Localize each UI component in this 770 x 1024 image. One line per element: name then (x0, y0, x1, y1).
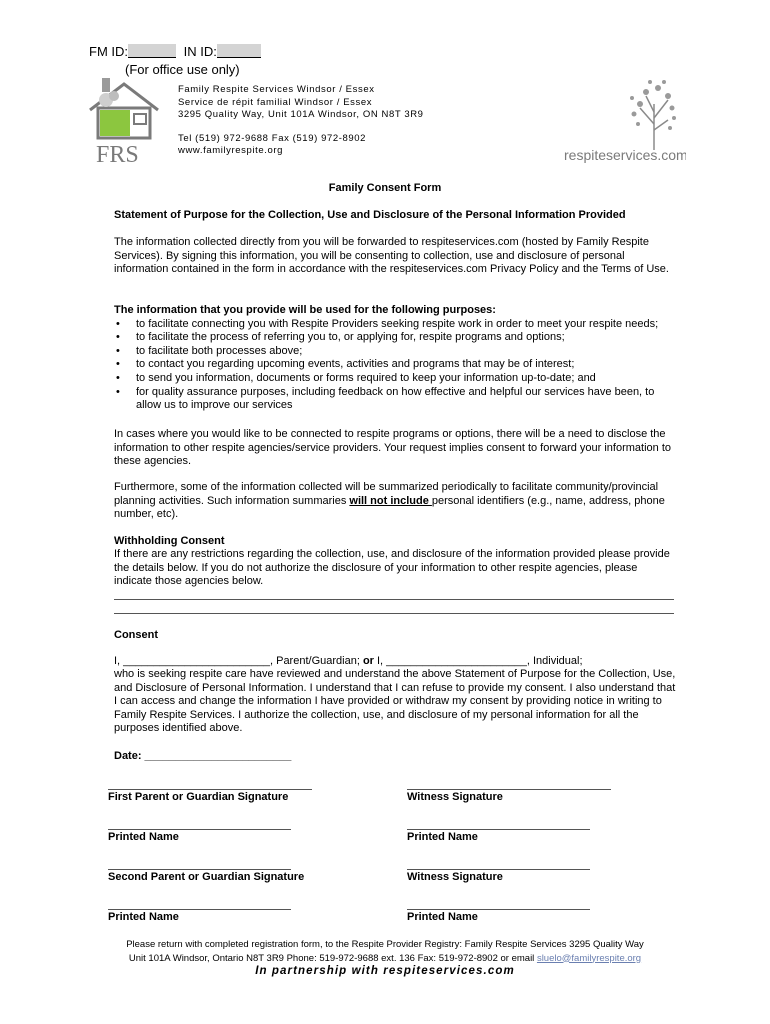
return-instructions-contact: Unit 101A Windsor, Ontario N8T 3R9 Phone: 519-972-9688 ext. 136 Fax: 519-972-8902 or email (128, 952, 537, 964)
witness-signature-label-1: Witness Signature (407, 791, 503, 803)
first-parent-signature-label: First Parent or Guardian Signature (108, 791, 289, 803)
list-item: • to facilitate connecting you with Respite Providers seeking respite work in order to meet your respite needs; (114, 318, 676, 332)
printed-name-label-1: Printed Name (108, 831, 179, 843)
printed-name-line-2[interactable] (407, 829, 590, 830)
partnership-tagline: In partnership with respiteservices.com (255, 965, 515, 977)
respiteservices-logo (562, 74, 686, 166)
form-title: Family Consent Form (328, 182, 442, 194)
witness-signature-line-2[interactable] (407, 869, 590, 870)
statement-heading: Statement of Purpose for the Collection, Use and Disclosure of the Personal Information Provided (114, 209, 626, 221)
fm-id-field[interactable] (128, 44, 176, 58)
withholding-line-1[interactable] (114, 599, 674, 600)
second-parent-signature-label: Second Parent or Guardian Signature (108, 871, 305, 883)
withholding-line-2[interactable] (114, 613, 674, 614)
consent-heading: Consent (114, 629, 158, 641)
consent-text: who is seeking respite care have reviewed and understand the above Statement of Purpose for the Collection, Use, and Disclosure of Personal Information. I understand that I can refuse to provide my consent. I also understand that I can access and change the information I have provided or withdraw my consent by providing notice in writing to Family Respite Services. I authorize the collection, use, and disclosure of my personal information for all the purposes identified above. (114, 668, 676, 735)
summary-text-before: Furthermore, some of the information collected will be summarized periodically to facilitate community/provincial planning activities. Such information summaries (114, 481, 659, 507)
in-id-label: IN ID: (183, 44, 217, 59)
purposes-section (114, 304, 676, 413)
connect-paragraph: In cases where you would like to be connected to respite programs or options, there will be a need to disclose the information to other respite agencies/service providers. Your request implies consent to forward your information to these agencies. (114, 428, 672, 468)
second-parent-signature-line[interactable] (108, 869, 291, 870)
office-use-note: (For office use only) (125, 62, 240, 77)
return-instructions (0, 938, 770, 965)
org-phone-fax: Tel (519) 972-9688 Fax (519) 972-8902 (178, 132, 367, 144)
return-instructions-line-1: Please return with completed registration form, to the Respite Provider Registry: Family Respite Services 3295 Quality Way (126, 939, 644, 950)
list-item: • to facilitate both processes above; (114, 345, 676, 359)
summary-emphasis: will not include (349, 494, 432, 507)
witness-signature-label-2: Witness Signature (407, 871, 503, 883)
withholding-heading: Withholding Consent (114, 535, 225, 547)
respiteservices-logo-text: respiteservices.com (564, 147, 686, 163)
witness-signature-line-1[interactable] (407, 789, 611, 790)
frs-logo-text: FRS (96, 142, 139, 166)
purposes-list (114, 318, 676, 413)
list-item: • to facilitate the process of referring you to, or applying for, respite programs and options; (114, 331, 676, 345)
printed-name-line-1[interactable] (108, 829, 291, 830)
frs-logo (84, 70, 166, 166)
first-parent-signature-line[interactable] (108, 789, 312, 790)
intro-paragraph: The information collected directly from you will be forwarded to respiteservices.com (hosted by Family Respite Services). By signing this information, you will be consenting to collection, use and disclosure of personal information contained in the form in accordance with the respiteservices.com Privacy Policy and the Terms of Use. (114, 236, 669, 276)
organization-address (178, 84, 424, 158)
office-id-fields (89, 44, 261, 59)
consent-parent-blank[interactable]: I, ________________________, Parent/Guardian; (114, 655, 363, 667)
printed-name-line-4[interactable] (407, 909, 590, 910)
fm-id-label: FM ID: (89, 44, 128, 59)
in-id-field[interactable] (217, 44, 261, 58)
org-website: www.familyrespite.org (178, 145, 283, 156)
summary-text-after: personal identifiers (e.g., name, address, phone number, etc). (114, 494, 665, 521)
list-item: • for quality assurance purposes, including feedback on how effective and helpful our services have been, to allow us to improve our services (114, 386, 676, 413)
consent-individual-blank[interactable]: I, _______________________, Individual; (373, 655, 583, 667)
return-instructions-line-2 (0, 952, 770, 966)
printed-name-label-3: Printed Name (108, 911, 179, 923)
consent-or: or (362, 655, 374, 667)
printed-name-label-2: Printed Name (407, 831, 478, 843)
printed-name-label-4: Printed Name (407, 911, 478, 923)
list-item: • to send you information, documents or forms required to keep your information up-to-date; and (114, 372, 676, 386)
list-item: • to contact you regarding upcoming events, activities and programs that may be of interest; (114, 358, 676, 372)
printed-name-line-3[interactable] (108, 909, 291, 910)
org-name-fr: Service de répit familial Windsor / Essex (178, 96, 373, 108)
summary-paragraph (114, 481, 676, 522)
withholding-text: If there are any restrictions regarding the collection, use, and disclosure of the information provided please provide the details below. If you do not authorize the disclosure of your information to other respite agencies, please indicate those agencies below. (114, 548, 670, 588)
org-street-address: 3295 Quality Way, Unit 101A Windsor, ON N8T 3R9 (178, 109, 424, 120)
consent-name-line (114, 655, 676, 669)
contact-email-link[interactable]: sluelo@familyrespite.org (536, 952, 642, 964)
date-field[interactable]: Date: ________________________ (114, 750, 292, 762)
purposes-heading: The information that you provide will be used for the following purposes: (114, 304, 496, 316)
org-name-en: Family Respite Services Windsor / Essex (178, 84, 375, 95)
